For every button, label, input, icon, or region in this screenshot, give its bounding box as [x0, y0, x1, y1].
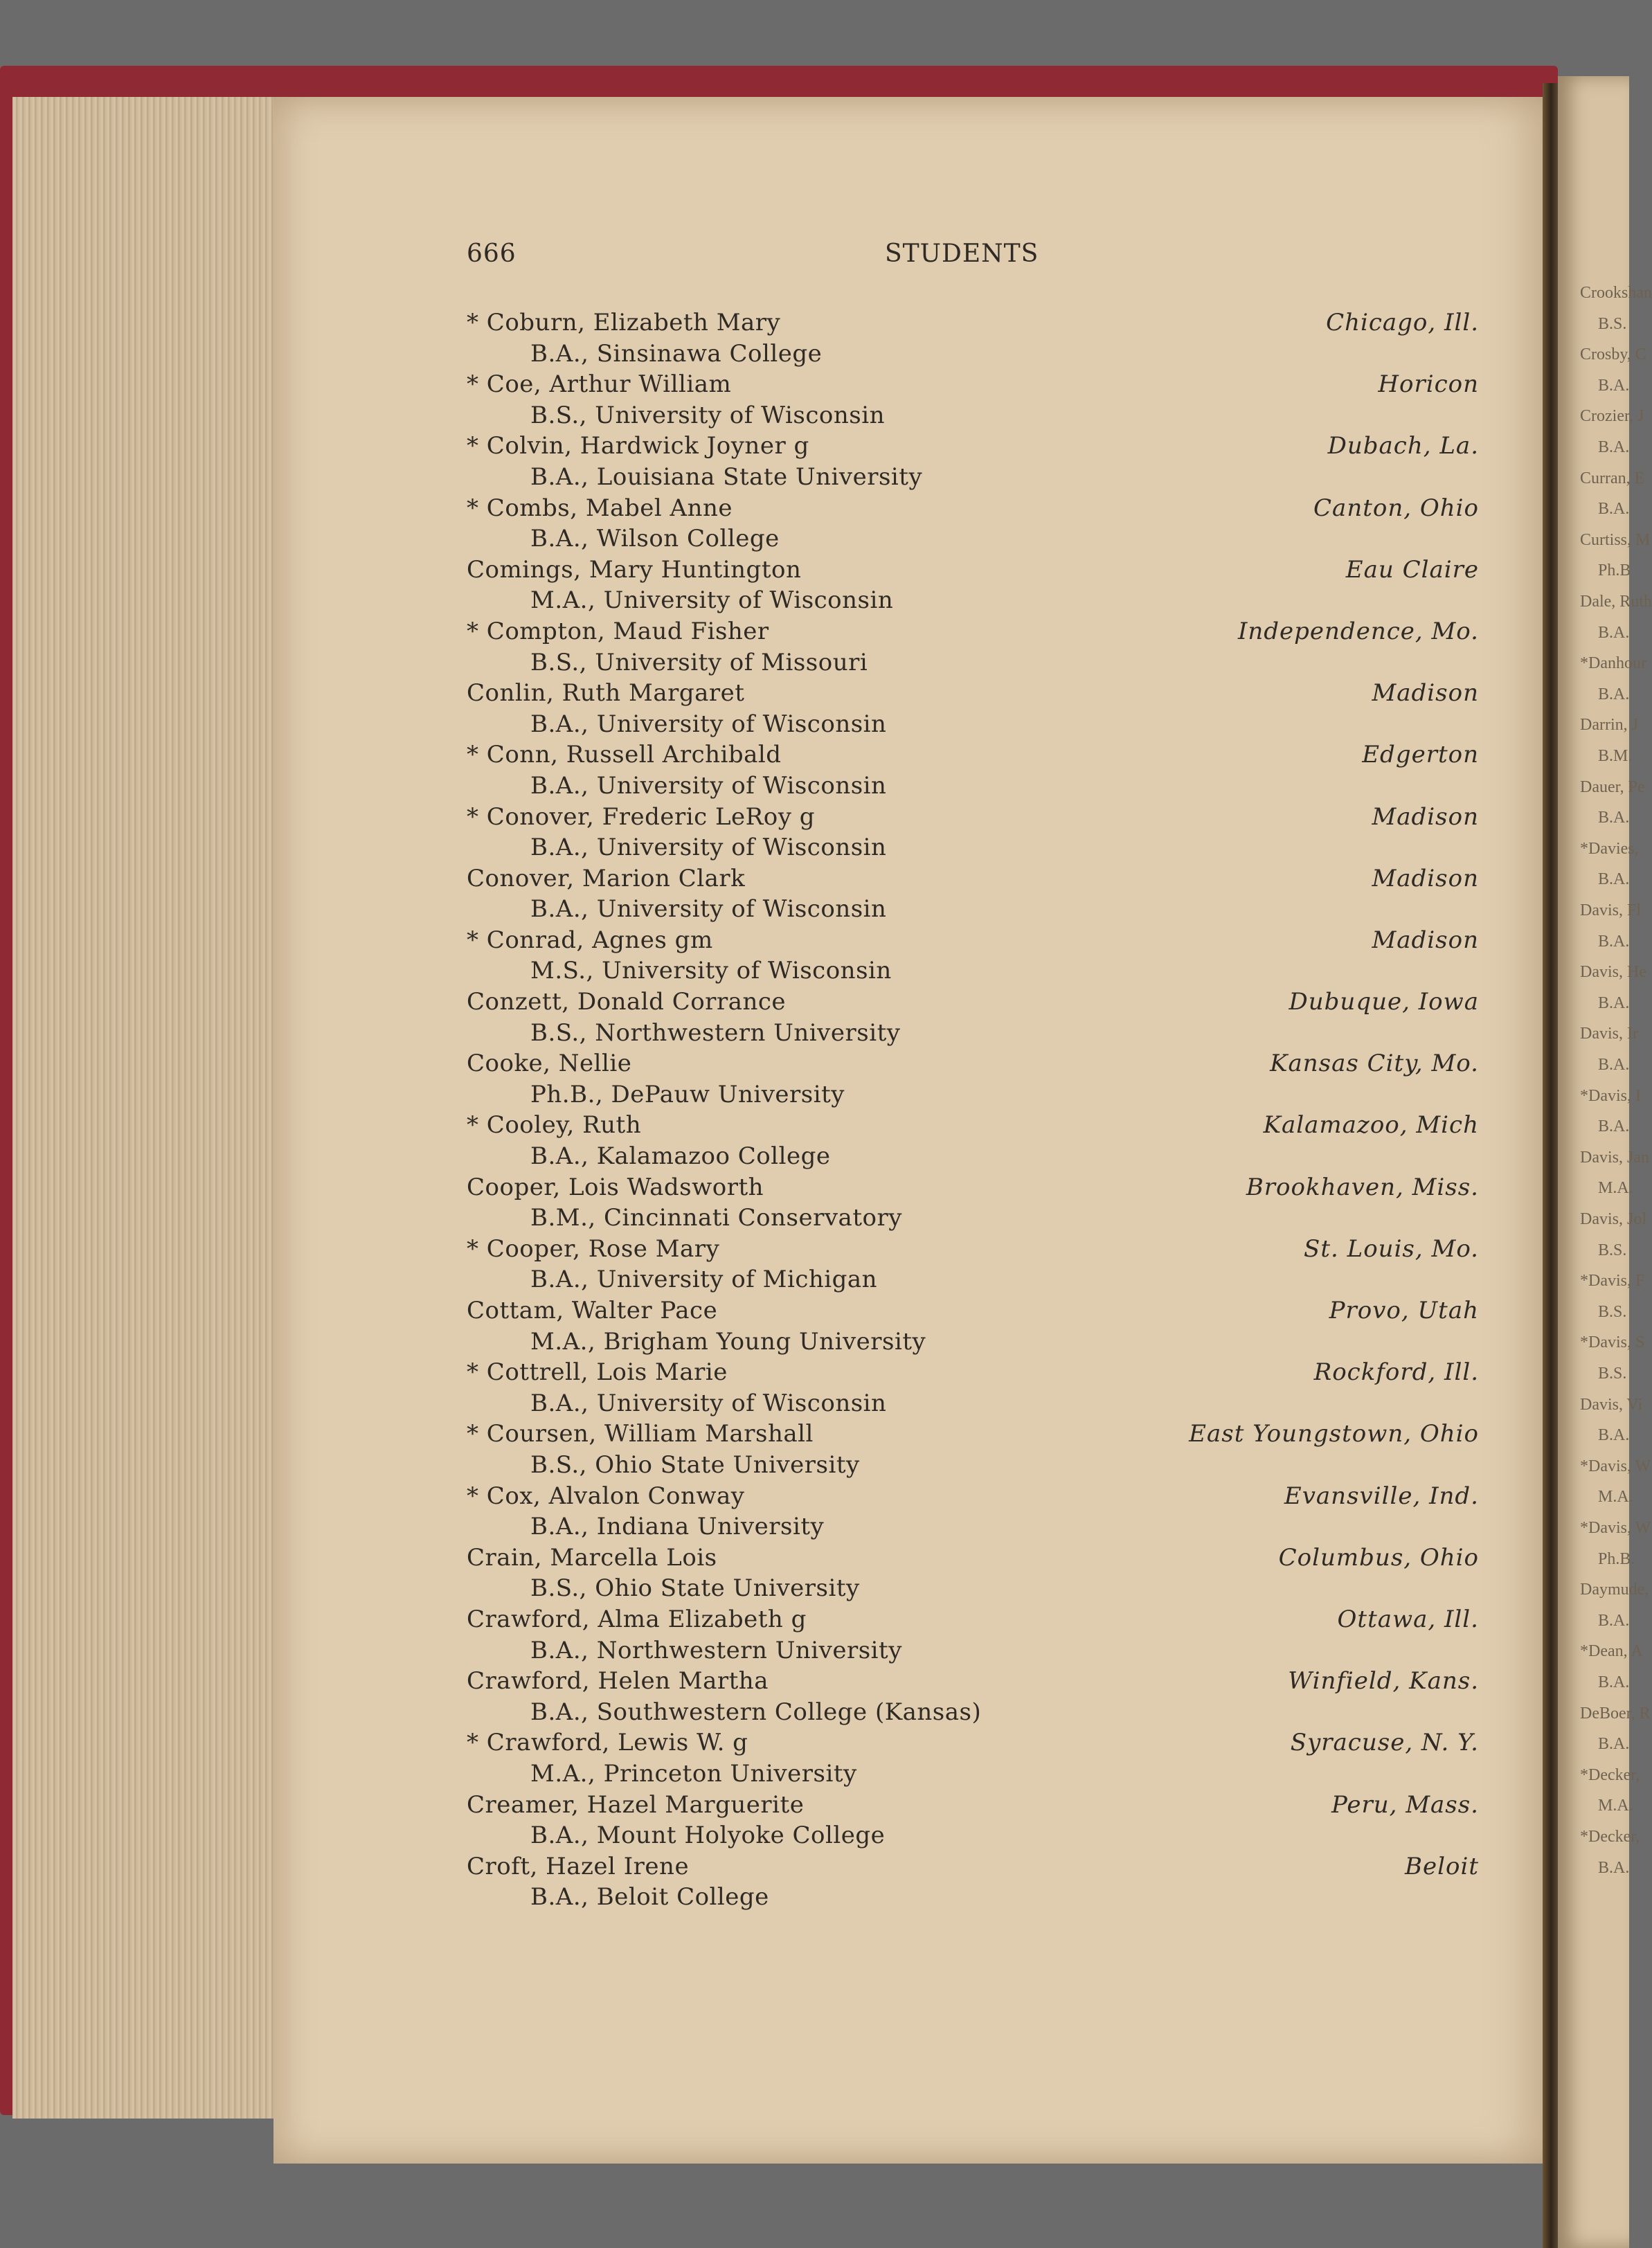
student-hometown: Ottawa, Ill.: [1337, 1605, 1479, 1633]
student-degree: M.A., Brigham Young University: [530, 1327, 926, 1356]
student-hometown: Peru, Mass.: [1331, 1790, 1479, 1819]
facing-page-fragment: Darrin, J: [1580, 716, 1638, 735]
student-name: * Coursen, William Marshall: [467, 1420, 814, 1448]
student-hometown: Kalamazoo, Mich: [1263, 1111, 1479, 1140]
student-degree: Ph.B., DePauw University: [530, 1080, 845, 1108]
student-entry: [467, 616, 1479, 678]
student-name: Comings, Mary Huntington: [467, 555, 802, 584]
facing-page-fragment: B.A.: [1598, 500, 1630, 519]
student-name: Crawford, Helen Martha: [467, 1667, 769, 1696]
facing-page-fragment: B.A.: [1598, 376, 1630, 395]
student-entry: [467, 678, 1479, 739]
facing-page-fragment: B.A.: [1598, 1735, 1630, 1754]
student-hometown: Provo, Utah: [1329, 1297, 1479, 1324]
student-entry: [467, 1048, 1479, 1110]
student-hometown: Columbus, Ohio: [1278, 1543, 1479, 1572]
student-entry: [467, 925, 1479, 987]
student-name: * Conn, Russell Archibald: [467, 741, 782, 769]
student-hometown: Madison: [1372, 679, 1479, 708]
facing-page-fragment: Dale, Ruth: [1580, 593, 1652, 611]
student-name: Crain, Marcella Lois: [467, 1543, 717, 1572]
student-name: * Cox, Alvalon Conway: [467, 1482, 745, 1510]
student-name: * Cooley, Ruth: [467, 1111, 642, 1140]
student-entry: [467, 1543, 1479, 1604]
student-name: * Cottrell, Lois Marie: [467, 1358, 728, 1387]
student-degree: B.A., Indiana University: [530, 1513, 825, 1541]
student-entry: [467, 1727, 1479, 1789]
student-entry: [467, 493, 1479, 555]
student-name: Cooke, Nellie: [467, 1050, 632, 1078]
student-hometown: Evansville, Ind.: [1284, 1482, 1479, 1510]
student-hometown: Chicago, Ill.: [1326, 309, 1479, 336]
student-hometown: Horicon: [1378, 370, 1479, 399]
student-degree: B.A., University of Michigan: [530, 1266, 878, 1294]
facing-page-fragment: Daymude,: [1580, 1581, 1649, 1599]
student-degree: B.A., Beloit College: [530, 1883, 769, 1912]
student-entry: [467, 1295, 1479, 1357]
facing-page-fragment: M.A.: [1598, 1179, 1633, 1198]
facing-page-fragment: *Danhour: [1580, 654, 1646, 673]
student-entry: [467, 555, 1479, 616]
facing-page-fragment: *Davis, S: [1580, 1333, 1645, 1352]
student-entry: [467, 307, 1479, 369]
student-name: * Conover, Frederic LeRoy g: [467, 802, 815, 831]
facing-page-fragment: B.A.: [1598, 1426, 1630, 1445]
page-number: 666: [467, 240, 517, 268]
student-degree: B.S., Ohio State University: [530, 1574, 860, 1603]
facing-page-fragment: Crosby, C: [1580, 345, 1646, 364]
book-gutter: [1543, 83, 1558, 2248]
student-entry: [467, 1110, 1479, 1171]
student-entry: [467, 369, 1479, 431]
student-name: Cottam, Walter Pace: [467, 1297, 718, 1324]
student-hometown: Independence, Mo.: [1237, 617, 1479, 645]
facing-page-fragment: Curtiss, M: [1580, 530, 1651, 549]
student-degree: B.S., University of Missouri: [530, 648, 868, 676]
student-hometown: Edgerton: [1362, 741, 1479, 769]
student-hometown: Eau Claire: [1345, 555, 1479, 584]
student-degree: B.S., University of Wisconsin: [530, 401, 885, 429]
facing-page-fragment: B.A.: [1598, 932, 1630, 951]
student-hometown: Kansas City, Mo.: [1270, 1050, 1479, 1078]
facing-page-fragment: Ph.B: [1598, 561, 1631, 580]
student-degree: B.S., Ohio State University: [530, 1450, 860, 1479]
student-degree: M.A., University of Wisconsin: [530, 586, 894, 615]
page-edges: [12, 97, 279, 2119]
facing-page-fragment: Davis, He: [1580, 963, 1646, 982]
student-name: * Coe, Arthur William: [467, 370, 732, 399]
student-name: * Colvin, Hardwick Joyner g: [467, 432, 809, 460]
student-name: Crawford, Alma Elizabeth g: [467, 1605, 807, 1633]
facing-page-fragment: B.A.: [1598, 870, 1630, 889]
student-name: * Combs, Mabel Anne: [467, 494, 733, 522]
facing-page-fragment: B.S.: [1598, 1365, 1627, 1383]
student-entry: [467, 1604, 1479, 1666]
student-degree: B.A., University of Wisconsin: [530, 895, 887, 924]
student-hometown: Winfield, Kans.: [1288, 1667, 1479, 1696]
student-degree: B.A., Louisiana State University: [530, 462, 923, 491]
page-title: STUDENTS: [885, 240, 1039, 268]
facing-page-fragment: *Davis, W: [1580, 1457, 1651, 1475]
facing-page-fragment: Ph.B.: [1598, 1549, 1635, 1568]
student-entry: [467, 1357, 1479, 1419]
student-hometown: East Youngstown, Ohio: [1189, 1420, 1479, 1448]
student-hometown: Beloit: [1405, 1852, 1479, 1880]
student-name: Conover, Marion Clark: [467, 864, 746, 892]
student-name: * Conrad, Agnes gm: [467, 926, 713, 954]
student-entry: [467, 987, 1479, 1048]
facing-page-fragment: B.A.: [1598, 1673, 1630, 1691]
student-hometown: St. Louis, Mo.: [1304, 1234, 1479, 1263]
student-entry: [467, 431, 1479, 492]
student-name: Creamer, Hazel Marguerite: [467, 1790, 805, 1819]
facing-page-fragment: *Davis, I: [1580, 1086, 1641, 1105]
student-entry: [467, 863, 1479, 925]
student-hometown: Dubach, La.: [1327, 432, 1479, 460]
facing-page-fragment: B.S.: [1598, 314, 1627, 333]
facing-page-fragment: *Dean, A: [1580, 1642, 1643, 1661]
student-entry: [467, 1666, 1479, 1727]
facing-page-fragment: *Decker,: [1580, 1828, 1640, 1846]
student-degree: B.A., University of Wisconsin: [530, 771, 887, 800]
student-entry: [467, 1851, 1479, 1913]
facing-page-fragment: B.M.: [1598, 747, 1633, 765]
student-entry: [467, 1172, 1479, 1234]
student-entry: [467, 802, 1479, 863]
facing-page-fragment: B.S.: [1598, 1241, 1627, 1259]
student-degree: B.A., Kalamazoo College: [530, 1142, 831, 1171]
student-name: Croft, Hazel Irene: [467, 1852, 690, 1880]
facing-page-fragment: B.A.: [1598, 623, 1630, 642]
facing-page-fragment: B.A.: [1598, 685, 1630, 703]
facing-page-edge: [1558, 76, 1652, 2248]
student-name: * Coburn, Elizabeth Mary: [467, 309, 781, 336]
facing-page-fragment: *Decker,: [1580, 1765, 1640, 1784]
student-degree: M.S., University of Wisconsin: [530, 957, 892, 985]
facing-page-fragment: B.A.: [1598, 809, 1630, 827]
facing-page-fragment: *Davis, W: [1580, 1519, 1651, 1537]
facing-page-fragment: Davis, Vi: [1580, 1395, 1643, 1414]
student-entry: [467, 1419, 1479, 1480]
facing-page-fragment: B.A.: [1598, 1117, 1630, 1136]
student-hometown: Rockford, Ill.: [1313, 1358, 1479, 1387]
student-entry: [467, 1481, 1479, 1543]
student-entry: [467, 1234, 1479, 1295]
student-hometown: Syracuse, N. Y.: [1290, 1729, 1479, 1757]
facing-page-fragment: Davis, Jan: [1580, 1148, 1649, 1167]
facing-page-fragment: B.A.: [1598, 438, 1630, 456]
student-entry: [467, 1790, 1479, 1851]
facing-page-fragment: M.A.: [1598, 1797, 1633, 1815]
facing-page-fragment: Davis, Jol: [1580, 1210, 1646, 1228]
facing-page-fragment: DeBoer, R: [1580, 1704, 1651, 1723]
facing-page-fragment: M.A.: [1598, 1488, 1633, 1507]
facing-page-fragment: Davis, Fl: [1580, 901, 1642, 919]
student-list: [467, 307, 1479, 1913]
student-degree: B.A., Wilson College: [530, 525, 780, 553]
student-hometown: Madison: [1372, 926, 1479, 954]
student-name: Conzett, Donald Corrance: [467, 988, 787, 1016]
student-degree: B.A., University of Wisconsin: [530, 1389, 887, 1417]
student-degree: B.A., University of Wisconsin: [530, 834, 887, 862]
student-hometown: Dubuque, Iowa: [1289, 988, 1479, 1016]
facing-page-fragment: Crookshan: [1580, 284, 1652, 302]
student-hometown: Madison: [1372, 802, 1479, 831]
facing-page-fragment: Curran, E: [1580, 469, 1645, 487]
student-degree: B.A., University of Wisconsin: [530, 710, 887, 738]
student-degree: B.A., Sinsinawa College: [530, 339, 823, 368]
student-degree: M.A., Princeton University: [530, 1759, 857, 1788]
student-name: * Compton, Maud Fisher: [467, 617, 769, 645]
student-hometown: Canton, Ohio: [1313, 494, 1479, 522]
student-degree: B.A., Mount Holyoke College: [530, 1822, 886, 1850]
facing-page-fragment: B.S.: [1598, 1302, 1627, 1321]
facing-page-fragment: *Davies,: [1580, 839, 1639, 858]
student-name: Conlin, Ruth Margaret: [467, 679, 745, 708]
facing-page-fragment: *Davis, F: [1580, 1272, 1645, 1291]
facing-page-fragment: Dauer, Pe: [1580, 777, 1645, 796]
student-hometown: Madison: [1372, 864, 1479, 892]
student-name: * Crawford, Lewis W. g: [467, 1729, 748, 1757]
student-name: Cooper, Lois Wadsworth: [467, 1173, 764, 1201]
facing-page-fragment: B.A.: [1598, 1056, 1630, 1074]
student-hometown: Brookhaven, Miss.: [1246, 1173, 1479, 1201]
facing-page-fragment: Davis, Ir: [1580, 1025, 1638, 1043]
student-degree: B.A., Southwestern College (Kansas): [530, 1698, 982, 1726]
student-degree: B.M., Cincinnati Conservatory: [530, 1204, 902, 1232]
student-degree: B.A., Northwestern University: [530, 1636, 902, 1664]
facing-page-fragment: B.A.: [1598, 993, 1630, 1012]
facing-page-fragment: B.A.: [1598, 1858, 1630, 1877]
facing-page-fragment: B.A.: [1598, 1611, 1630, 1630]
facing-page-fragment: Crozier, J: [1580, 407, 1644, 426]
student-degree: B.S., Northwestern University: [530, 1018, 901, 1047]
student-name: * Cooper, Rose Mary: [467, 1234, 720, 1263]
student-entry: [467, 739, 1479, 801]
